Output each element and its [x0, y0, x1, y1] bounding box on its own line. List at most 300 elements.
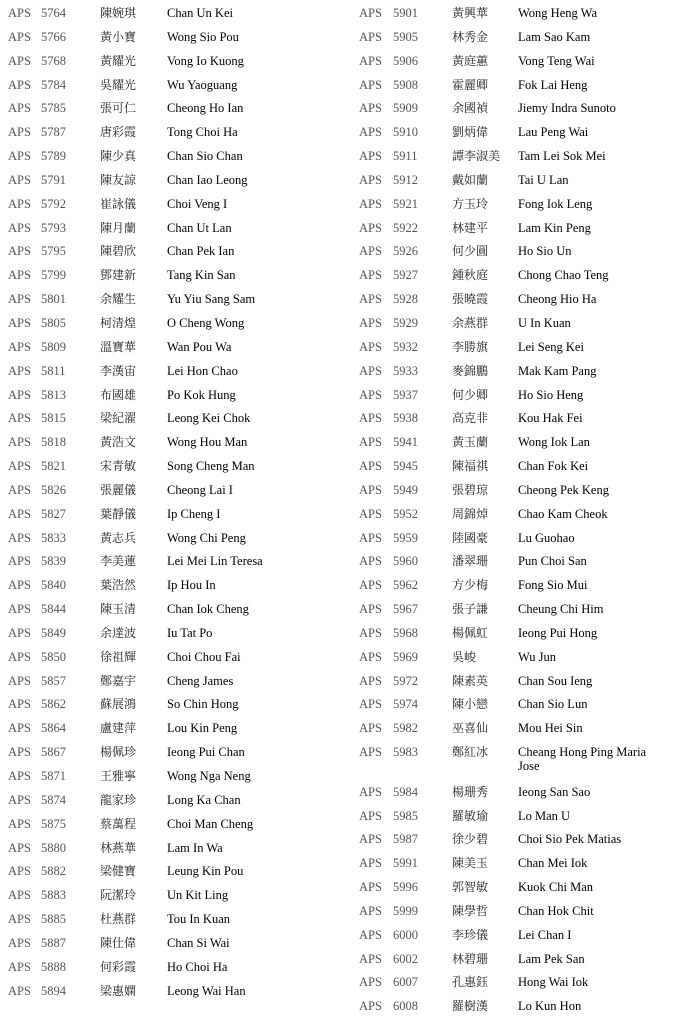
list-item — [8, 289, 348, 313]
chinese-name: 陳小戀 — [452, 697, 489, 712]
category-code: APS — [359, 808, 382, 823]
category-code: APS — [8, 244, 31, 259]
english-name: Tam Lei Sok Mei — [518, 149, 606, 164]
category-code: APS — [8, 292, 31, 307]
english-name: Long Ka Chan — [167, 792, 241, 807]
category-code: APS — [359, 625, 382, 640]
chinese-name: 陳仕偉 — [100, 935, 137, 950]
category-code: APS — [8, 101, 31, 116]
english-name: Jiemy Indra Sunoto — [518, 101, 616, 116]
chinese-name: 徐少碧 — [452, 832, 489, 847]
record-number: 5932 — [393, 339, 418, 354]
chinese-name: 陸國豪 — [452, 530, 489, 545]
record-number: 5999 — [393, 903, 418, 918]
english-name: Chan Sio Lun — [518, 697, 588, 712]
chinese-name: 戴如蘭 — [452, 172, 489, 187]
category-code: APS — [8, 172, 31, 187]
english-name: Lam Pek San — [518, 951, 585, 966]
category-code: APS — [359, 880, 382, 895]
english-name: Chan Un Kei — [167, 6, 233, 20]
record-number: 5885 — [41, 912, 66, 927]
english-name: Cheung Chi Him — [518, 602, 604, 617]
chinese-name: 余國禎 — [452, 101, 489, 116]
english-name: Lam In Wa — [167, 840, 223, 855]
category-code: APS — [8, 435, 31, 450]
chinese-name: 林燕華 — [100, 840, 137, 855]
category-code: APS — [8, 792, 31, 807]
list-item — [359, 671, 677, 695]
record-number: 5799 — [41, 268, 66, 283]
english-name: Ieong Pui Chan — [167, 745, 245, 760]
list-item — [8, 170, 348, 194]
english-name: Lei Chan I — [518, 927, 572, 942]
record-number: 5952 — [393, 506, 418, 521]
list-item — [359, 647, 677, 671]
chinese-name: 林碧珊 — [452, 951, 489, 966]
category-code: APS — [359, 196, 382, 211]
chinese-name: 黃興華 — [452, 6, 489, 20]
record-number: 5933 — [393, 363, 418, 378]
chinese-name: 蔡萬程 — [100, 816, 137, 831]
category-code: APS — [359, 832, 382, 847]
category-code: APS — [8, 554, 31, 569]
chinese-name: 張子謙 — [452, 602, 489, 617]
english-name: Chan Sio Chan — [167, 149, 243, 164]
english-name: Lu Guohao — [518, 530, 575, 545]
list-item — [359, 575, 677, 599]
english-name: Cheng James — [167, 673, 234, 688]
list-item — [359, 27, 677, 51]
english-name: Lo Kun Hon — [518, 999, 582, 1014]
record-number: 5787 — [41, 125, 66, 140]
list-item — [8, 361, 348, 385]
category-code: APS — [8, 816, 31, 831]
category-code: APS — [8, 29, 31, 44]
english-name: Cheong Hio Ha — [518, 292, 597, 307]
english-name: Hong Wai Iok — [518, 975, 589, 990]
english-name: Chan Ut Lan — [167, 220, 232, 235]
list-item — [8, 718, 348, 742]
category-code: APS — [8, 459, 31, 474]
record-number: 5962 — [393, 578, 418, 593]
list-item — [8, 742, 348, 766]
record-number: 5809 — [41, 339, 66, 354]
category-code: APS — [8, 983, 31, 998]
english-name: Chan Sou Ieng — [518, 673, 593, 688]
list-item — [8, 27, 348, 51]
chinese-name: 黃庭蕙 — [452, 53, 489, 68]
chinese-name: 盧建萍 — [100, 721, 137, 736]
list-item — [8, 218, 348, 242]
list-item — [8, 432, 348, 456]
list-item — [8, 671, 348, 695]
record-number: 5927 — [393, 268, 418, 283]
list-item — [359, 170, 677, 194]
chinese-name: 麥錦鵬 — [452, 363, 489, 378]
category-code: APS — [359, 673, 382, 688]
chinese-name: 張曉霞 — [452, 292, 489, 307]
category-code: APS — [359, 172, 382, 187]
category-code: APS — [359, 482, 382, 497]
category-code: APS — [8, 6, 31, 20]
category-code: APS — [8, 935, 31, 950]
record-number: 5883 — [41, 888, 66, 903]
record-number: 6008 — [393, 999, 418, 1014]
chinese-name: 陳玉清 — [100, 602, 137, 617]
record-number: 5875 — [41, 816, 66, 831]
english-name: Leong Wai Han — [167, 983, 246, 998]
chinese-name: 高克非 — [452, 411, 489, 426]
list-item — [8, 575, 348, 599]
chinese-name: 王雅寧 — [100, 769, 137, 783]
chinese-name: 余耀生 — [100, 292, 137, 307]
english-name: Tai U Lan — [518, 172, 569, 187]
list-item — [359, 742, 677, 782]
list-item — [359, 456, 677, 480]
record-number: 5864 — [41, 721, 66, 736]
list-item — [359, 218, 677, 242]
category-code: APS — [359, 387, 382, 402]
chinese-name: 葉浩然 — [100, 578, 137, 593]
list-item — [359, 504, 677, 528]
chinese-name: 鄭紅冰 — [452, 745, 489, 760]
category-code: APS — [359, 975, 382, 990]
category-code: APS — [359, 951, 382, 966]
category-code: APS — [8, 339, 31, 354]
list-item — [8, 861, 348, 885]
record-number: 5901 — [393, 6, 418, 20]
chinese-name: 蘇展鴻 — [100, 697, 137, 712]
english-name: Chan Hok Chit — [518, 903, 594, 918]
list-item — [8, 647, 348, 671]
chinese-name: 宋青敏 — [100, 459, 137, 474]
record-number: 5768 — [41, 53, 66, 68]
category-code: APS — [359, 506, 382, 521]
english-name: Vong Teng Wai — [518, 53, 595, 68]
english-name: Un Kit Ling — [167, 888, 229, 903]
record-number: 5874 — [41, 792, 66, 807]
list-item — [359, 925, 677, 949]
chinese-name: 霍麗卿 — [452, 77, 489, 92]
category-code: APS — [8, 149, 31, 164]
record-number: 5974 — [393, 697, 418, 712]
chinese-name: 鄧建新 — [100, 268, 137, 283]
list-item — [8, 790, 348, 814]
left-column — [8, 3, 348, 1004]
category-code: APS — [8, 649, 31, 664]
list-item — [359, 901, 677, 925]
category-code: APS — [359, 29, 382, 44]
chinese-name: 唐彩霞 — [100, 125, 137, 140]
chinese-name: 杜燕群 — [100, 912, 137, 927]
english-name: Vong Io Kuong — [167, 53, 244, 68]
english-name: Chong Chao Teng — [518, 268, 609, 283]
chinese-name: 黃耀光 — [100, 53, 137, 68]
english-name: Wong Chi Peng — [167, 530, 246, 545]
english-name: Cheong Ho Ian — [167, 101, 244, 116]
english-name: Cheang Hong Ping Maria Jose — [518, 745, 647, 774]
record-number: 5887 — [41, 935, 66, 950]
chinese-name: 羅樹漢 — [452, 999, 489, 1014]
category-code: APS — [8, 769, 31, 783]
category-code: APS — [359, 554, 382, 569]
record-number: 5784 — [41, 77, 66, 92]
record-number: 5764 — [41, 6, 66, 20]
record-number: 5985 — [393, 808, 418, 823]
english-name: Lam Sao Kam — [518, 29, 591, 44]
list-item — [8, 694, 348, 718]
chinese-name: 黃志兵 — [100, 530, 137, 545]
category-code: APS — [359, 77, 382, 92]
category-code: APS — [8, 959, 31, 974]
chinese-name: 郭智敏 — [452, 880, 489, 895]
english-name: Fong Iok Leng — [518, 196, 593, 211]
chinese-name: 黃小寶 — [100, 29, 137, 44]
list-item — [359, 599, 677, 623]
category-code: APS — [359, 315, 382, 330]
record-number: 6000 — [393, 927, 418, 942]
list-item — [359, 829, 677, 853]
chinese-name: 潘翠珊 — [452, 554, 489, 569]
chinese-name: 梁紀濯 — [100, 411, 137, 426]
english-name: Yu Yiu Sang Sam — [167, 292, 256, 307]
english-name: Fok Lai Heng — [518, 77, 588, 92]
list-item — [8, 504, 348, 528]
category-code: APS — [8, 363, 31, 378]
category-code: APS — [359, 411, 382, 426]
english-name: Choi Man Cheng — [167, 816, 254, 831]
list-item — [8, 456, 348, 480]
category-code: APS — [359, 459, 382, 474]
chinese-name: 陳少真 — [100, 149, 137, 164]
category-code: APS — [8, 888, 31, 903]
record-number: 5968 — [393, 625, 418, 640]
category-code: APS — [359, 292, 382, 307]
chinese-name: 徐祖輝 — [100, 649, 137, 664]
chinese-name: 方少梅 — [452, 578, 489, 593]
list-item — [8, 313, 348, 337]
chinese-name: 方玉玲 — [452, 196, 489, 211]
english-name: Tang Kin San — [167, 268, 236, 283]
list-item — [359, 289, 677, 313]
category-code: APS — [8, 697, 31, 712]
record-number: 5850 — [41, 649, 66, 664]
chinese-name: 陳美玉 — [452, 856, 489, 871]
english-name: Kuok Chi Man — [518, 880, 593, 895]
record-number: 5840 — [41, 578, 66, 593]
english-name: Cheong Pek Keng — [518, 482, 609, 497]
list-item — [8, 98, 348, 122]
english-name: Lou Kin Peng — [167, 721, 238, 736]
category-code: APS — [8, 840, 31, 855]
chinese-name: 羅敏瑜 — [452, 808, 489, 823]
list-item — [8, 623, 348, 647]
category-code: APS — [359, 339, 382, 354]
record-number: 5908 — [393, 77, 418, 92]
chinese-name: 楊佩虹 — [452, 625, 489, 640]
category-code: APS — [8, 506, 31, 521]
list-item — [8, 385, 348, 409]
list-item — [359, 623, 677, 647]
english-name: Chan Si Wai — [167, 935, 230, 950]
english-name: Choi Sio Pek Matias — [518, 832, 622, 847]
record-number: 5909 — [393, 101, 418, 116]
list-item — [359, 782, 677, 806]
list-item — [359, 806, 677, 830]
chinese-name: 孔惠鈺 — [452, 975, 489, 990]
list-item — [359, 241, 677, 265]
english-name: Song Cheng Man — [167, 459, 255, 474]
list-item — [8, 981, 348, 1005]
chinese-name: 張麗儀 — [100, 482, 137, 497]
english-name: Wan Pou Wa — [167, 339, 232, 354]
chinese-name: 余達波 — [100, 625, 137, 640]
chinese-name: 梁惠嫻 — [100, 983, 137, 998]
chinese-name: 陳福祺 — [452, 459, 489, 474]
category-code: APS — [8, 196, 31, 211]
chinese-name: 梁健寶 — [100, 864, 137, 879]
english-name: So Chin Hong — [167, 697, 239, 712]
record-number: 5906 — [393, 53, 418, 68]
record-number: 5945 — [393, 459, 418, 474]
list-item — [8, 3, 348, 27]
list-item — [8, 599, 348, 623]
english-name: Iu Tat Po — [167, 625, 213, 640]
chinese-name: 崔詠儀 — [100, 196, 137, 211]
chinese-name: 李漢宙 — [100, 363, 137, 378]
english-name: Po Kok Hung — [167, 387, 236, 402]
english-name: Mou Hei Sin — [518, 721, 583, 736]
record-number: 5844 — [41, 602, 66, 617]
english-name: O Cheng Wong — [167, 315, 245, 330]
record-number: 5982 — [393, 721, 418, 736]
english-name: Ho Choi Ha — [167, 959, 228, 974]
english-name: Kou Hak Fei — [518, 411, 583, 426]
english-name: Pun Choi San — [518, 554, 587, 569]
category-code: APS — [8, 864, 31, 879]
chinese-name: 吳耀光 — [100, 77, 137, 92]
english-name: Wong Hou Man — [167, 435, 248, 450]
record-number: 5910 — [393, 125, 418, 140]
record-number: 5905 — [393, 29, 418, 44]
list-item — [8, 51, 348, 75]
record-number: 5888 — [41, 959, 66, 974]
list-item — [8, 75, 348, 99]
record-number: 5791 — [41, 172, 66, 187]
english-name: Lei Seng Kei — [518, 339, 584, 354]
record-number: 5857 — [41, 673, 66, 688]
record-number: 5766 — [41, 29, 66, 44]
english-name: Chan Fok Kei — [518, 459, 589, 474]
chinese-name: 楊珊秀 — [452, 784, 489, 799]
category-code: APS — [359, 149, 382, 164]
english-name: Chan Iok Cheng — [167, 602, 249, 617]
list-item — [8, 909, 348, 933]
record-number: 5894 — [41, 983, 66, 998]
category-code: APS — [359, 268, 382, 283]
record-number: 5967 — [393, 602, 418, 617]
record-number: 5839 — [41, 554, 66, 569]
english-name: Ieong San Sao — [518, 784, 591, 799]
list-item — [359, 337, 677, 361]
english-name: Chan Pek Ian — [167, 244, 235, 259]
english-name: Lei Hon Chao — [167, 363, 238, 378]
chinese-name: 陳婉琪 — [100, 6, 137, 20]
category-code: APS — [8, 268, 31, 283]
category-code: APS — [8, 77, 31, 92]
chinese-name: 楊佩珍 — [100, 745, 137, 760]
list-item — [8, 122, 348, 146]
list-item — [359, 408, 677, 432]
category-code: APS — [359, 784, 382, 799]
list-item — [359, 694, 677, 718]
list-item — [359, 265, 677, 289]
english-name: Tou In Kuan — [167, 912, 231, 927]
chinese-name: 何少卿 — [452, 387, 489, 402]
record-number: 5987 — [393, 832, 418, 847]
english-name: Lei Mei Lin Teresa — [167, 554, 263, 569]
english-name: U In Kuan — [518, 315, 571, 330]
category-code: APS — [359, 721, 382, 736]
english-name: Wu Yaoguang — [167, 77, 238, 92]
record-number: 5792 — [41, 196, 66, 211]
list-item — [8, 814, 348, 838]
chinese-name: 李珍儀 — [452, 927, 489, 942]
category-code: APS — [359, 530, 382, 545]
record-number: 5928 — [393, 292, 418, 307]
english-name: Choi Chou Fai — [167, 649, 241, 664]
category-code: APS — [359, 220, 382, 235]
chinese-name: 柯清煌 — [100, 315, 137, 330]
record-number: 5960 — [393, 554, 418, 569]
record-number: 5921 — [393, 196, 418, 211]
list-item — [359, 996, 677, 1020]
record-number: 5959 — [393, 530, 418, 545]
list-item — [359, 3, 677, 27]
category-code: APS — [359, 6, 382, 20]
chinese-name: 阮潔玲 — [100, 888, 137, 903]
list-item — [359, 75, 677, 99]
record-number: 5984 — [393, 784, 418, 799]
chinese-name: 黃浩文 — [100, 435, 137, 450]
record-number: 5912 — [393, 172, 418, 187]
category-code: APS — [359, 649, 382, 664]
english-name: Chan Mei Iok — [518, 856, 588, 871]
category-code: APS — [8, 625, 31, 640]
chinese-name: 吳峻 — [452, 649, 477, 664]
chinese-name: 劉炳偉 — [452, 125, 489, 140]
list-item — [8, 241, 348, 265]
category-code: APS — [8, 411, 31, 426]
record-number: 5867 — [41, 745, 66, 760]
list-item — [359, 51, 677, 75]
list-item — [359, 98, 677, 122]
record-number: 5969 — [393, 649, 418, 664]
list-item — [8, 528, 348, 552]
record-number: 5785 — [41, 101, 66, 116]
record-number: 5949 — [393, 482, 418, 497]
category-code: APS — [359, 435, 382, 450]
record-number: 5996 — [393, 880, 418, 895]
list-item — [8, 146, 348, 170]
record-number: 5793 — [41, 220, 66, 235]
chinese-name: 鍾秋庭 — [452, 268, 489, 283]
list-item — [359, 949, 677, 973]
list-item — [359, 972, 677, 996]
record-number: 5827 — [41, 506, 66, 521]
category-code: APS — [8, 482, 31, 497]
record-number: 5826 — [41, 482, 66, 497]
